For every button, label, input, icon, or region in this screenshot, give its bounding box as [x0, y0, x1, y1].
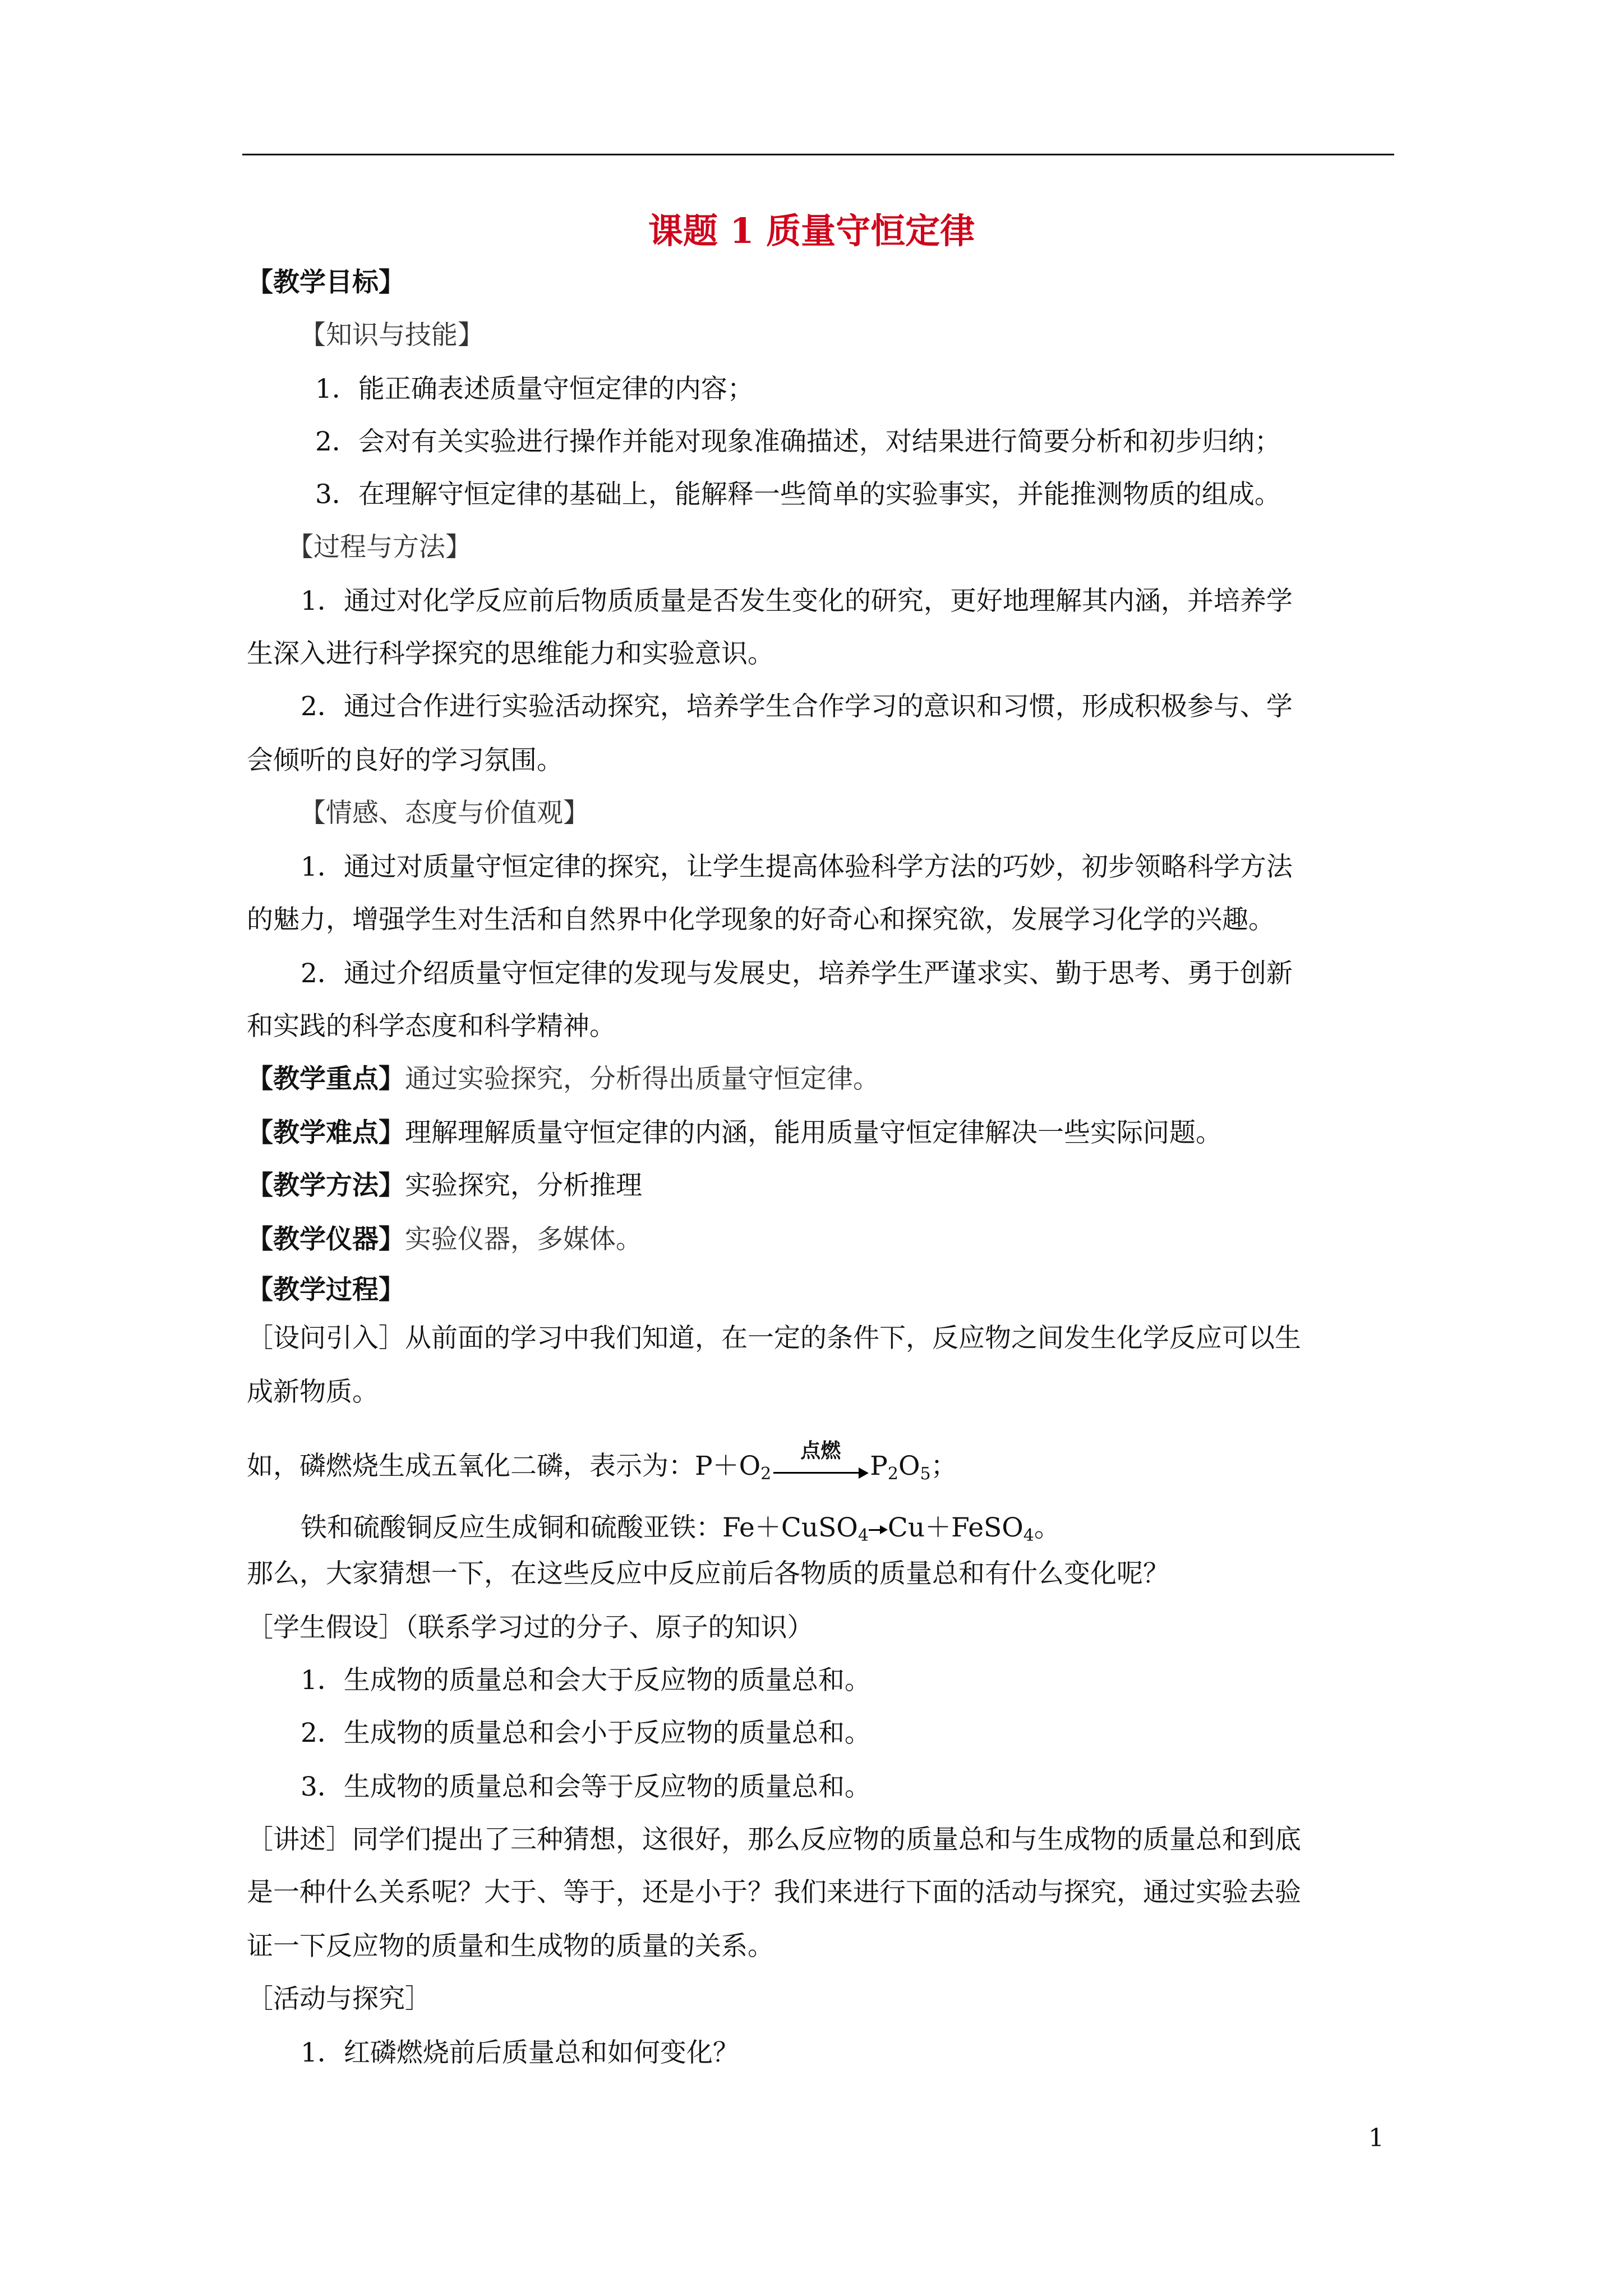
lecture-line-c: 证一下反应物的质量和生成物的质量的关系。 — [247, 1931, 774, 1962]
heading-procedure: 【教学过程】 — [247, 1274, 405, 1305]
hypothesis-heading: ［学生假设］（联系学习过的分子、原子的知识） — [247, 1612, 814, 1643]
eq1-p: P — [870, 1451, 888, 1481]
emotion-item-2a: 2．通过介绍质量守恒定律的发现与发展史，培养学生严谨求实、勤于思考、勇于创新 — [301, 958, 1293, 989]
eq2-subscript-2: 4 — [1023, 1526, 1034, 1545]
eq2-end: 。 — [1034, 1512, 1061, 1543]
knowledge-item-2: 2．会对有关实验进行操作并能对现象准确描述，对结果进行简要分析和初步归纳； — [315, 426, 1281, 457]
reaction-arrow-icon — [773, 1439, 868, 1483]
header-rule — [242, 154, 1394, 155]
instrument-line — [247, 1223, 642, 1257]
difficulty-text: 理解理解质量守恒定律的内涵，能用质量守恒定律解决一些实际问题。 — [405, 1117, 1222, 1148]
subheading-emotion: 【情感、态度与价值观】 — [299, 798, 589, 829]
small-arrow-icon — [869, 1511, 888, 1545]
lecture-line-a: ［讲述］同学们提出了三种猜想，这很好，那么反应物的质量总和与生成物的质量总和到底 — [247, 1824, 1301, 1855]
hypothesis-2: 2．生成物的质量总和会小于反应物的质量总和。 — [301, 1718, 871, 1749]
activity-heading: ［活动与探究］ — [247, 1984, 431, 2014]
process-item-2b: 会倾听的良好的学习氛围。 — [247, 745, 563, 776]
eq1-o2-subscript: 2 — [760, 1464, 772, 1484]
emotion-item-1b: 的魅力，增强学生对生活和自然界中化学现象的好奇心和探究欲，发展学习化学的兴趣。 — [247, 904, 1275, 935]
method-line — [247, 1169, 642, 1203]
emotion-item-1a: 1．通过对质量守恒定律的探究，让学生提高体验科学方法的巧妙，初步领略科学方法 — [301, 852, 1293, 882]
key-point-label: 【教学重点】 — [247, 1064, 405, 1094]
lecture-line-b: 是一种什么关系呢？大于、等于，还是小于？我们来进行下面的活动与探究，通过实验去验 — [247, 1877, 1301, 1908]
eq1-prefix: 如，磷燃烧生成五氧化二磷，表示为：P＋O — [247, 1451, 761, 1481]
page-number: 1 — [1368, 2124, 1384, 2152]
instrument-text: 实验仪器，多媒体。 — [405, 1224, 642, 1255]
hypothesis-3: 3．生成物的质量总和会等于反应物的质量总和。 — [301, 1772, 871, 1802]
process-item-1b: 生深入进行科学探究的思维能力和实验意识。 — [247, 638, 774, 669]
heading-objectives: 【教学目标】 — [247, 267, 405, 298]
emotion-item-2b: 和实践的科学态度和科学精神。 — [247, 1011, 616, 1042]
key-point-text: 通过实验探究，分析得出质量守恒定律。 — [405, 1064, 879, 1094]
eq2-subscript-1: 4 — [857, 1526, 869, 1545]
intro-line-a: ［设问引入］从前面的学习中我们知道，在一定的条件下，反应物之间发生化学反应可以生 — [247, 1323, 1301, 1354]
equation-phosphorus — [247, 1439, 957, 1484]
reaction-condition: 点燃 — [800, 1439, 841, 1462]
process-item-1a: 1．通过对化学反应前后物质质量是否发生变化的研究，更好地理解其内涵，并培养学 — [301, 586, 1293, 616]
page-title: 课题 1 质量守恒定律 — [648, 210, 975, 251]
hypothesis-1: 1．生成物的质量总和会大于反应物的质量总和。 — [301, 1665, 871, 1696]
activity-item-1: 1．红磷燃烧前后质量总和如何变化？ — [301, 2037, 739, 2068]
eq1-p-subscript: 2 — [887, 1464, 898, 1484]
eq1-o: O — [898, 1451, 920, 1481]
knowledge-item-3: 3．在理解守恒定律的基础上，能解释一些简单的实验事实，并能推测物质的组成。 — [315, 479, 1281, 510]
intro-line-b: 成新物质。 — [247, 1377, 379, 1407]
subheading-process: 【过程与方法】 — [287, 532, 472, 563]
difficulty-label: 【教学难点】 — [247, 1117, 405, 1148]
eq2-mid: Cu＋FeSO — [887, 1512, 1023, 1543]
knowledge-item-1: 1．能正确表述质量守恒定律的内容； — [315, 374, 754, 404]
eq2-prefix: 铁和硫酸铜反应生成铜和硫酸亚铁：Fe＋CuSO — [301, 1512, 858, 1543]
key-point-line — [247, 1062, 879, 1096]
instrument-label: 【教学仪器】 — [247, 1224, 405, 1255]
eq1-end: ； — [930, 1451, 957, 1481]
difficulty-line — [247, 1116, 1222, 1150]
equation-iron — [301, 1511, 1061, 1545]
process-item-2a: 2．通过合作进行实验活动探究，培养学生合作学习的意识和习惯，形成积极参与、学 — [301, 691, 1293, 722]
method-label: 【教学方法】 — [247, 1170, 405, 1201]
method-text: 实验探究，分析推理 — [405, 1170, 642, 1201]
guess-question: 那么，大家猜想一下，在这些反应中反应前后各物质的质量总和有什么变化呢？ — [247, 1558, 1169, 1589]
subheading-knowledge: 【知识与技能】 — [299, 320, 484, 351]
eq1-o-subscript: 5 — [920, 1464, 931, 1484]
